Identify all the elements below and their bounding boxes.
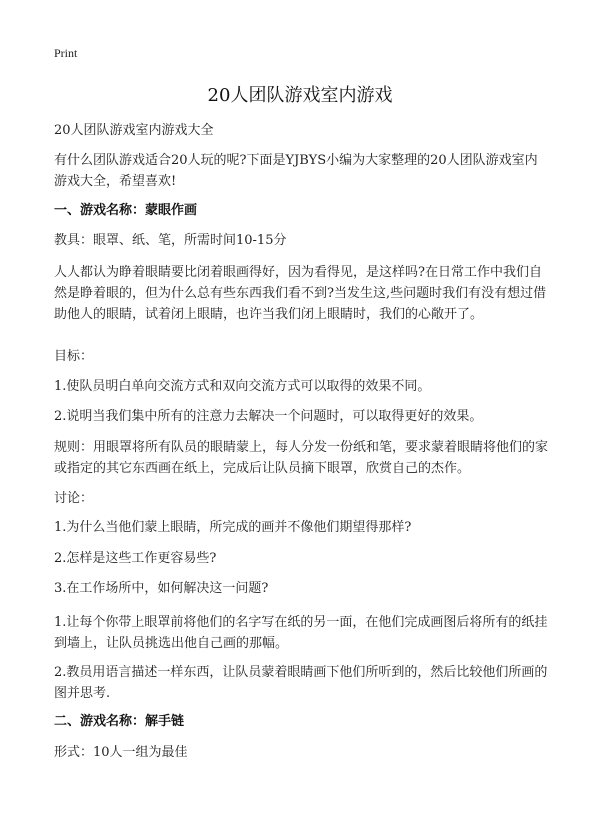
game1-goal-1: 1.使队员明白单向交流方式和双向交流方式可以取得的效果不同。 (54, 379, 431, 394)
subtitle-paragraph: 20人团队游戏室内游戏大全 (54, 123, 214, 138)
game1-variation-2: 2.教员用语言描述一样东西，让队员蒙着眼睛画下他们所听到的，然后比较他们所画的图并思考. (54, 665, 548, 701)
game1-question-1: 1.为什么当他们蒙上眼睛，所完成的画并不像他们期望得那样? (54, 520, 412, 535)
game1-rules: 规则：用眼罩将所有队员的眼睛蒙上，每人分发一份纸和笔，要求蒙着眼睛将他们的家或指定的其它东西画在纸上，完成后让队员摘下眼罩，欣赏自己的杰作。 (54, 440, 549, 476)
game2-format: 形式：10人一组为最佳 (54, 745, 188, 760)
document-title: 20人团队游戏室内游戏 (207, 85, 393, 106)
game1-description: 人人都认为睁着眼睛要比闭着眼画得好，因为看得见，是这样吗?在日常工作中我们自然是睁着眼的，但为什么总有些东西我们看不到?当发生这,些问题时我们有没有想过借助他人的眼睛，试着闭上眼睛，也许当我们闭上眼睛时，我们的心敞开了。 (54, 265, 547, 322)
print-label: Print (54, 46, 78, 60)
game1-goal-2: 2.说明当我们集中所有的注意力去解决一个问题时，可以取得更好的效果。 (54, 409, 483, 424)
game1-question-3: 3.在工作场所中，如何解决这一问题? (54, 581, 269, 596)
game1-variation-1: 1.让每个你带上眼罩前将他们的名字写在纸的另一面，在他们完成画图后将所有的纸挂到墙上，让队员挑选出他自己画的那幅。 (54, 615, 548, 651)
game1-materials: 教具：眼罩、纸、笔，所需时间10-15分 (54, 233, 287, 248)
game1-question-2: 2.怎样是这些工作更容易些? (54, 551, 217, 566)
game1-goals-label: 目标： (54, 349, 94, 364)
game1-discussion-label: 讨论： (54, 491, 94, 506)
game2-heading: 二、游戏名称：解手链 (54, 714, 185, 729)
game1-heading: 一、游戏名称：蒙眼作画 (54, 203, 198, 218)
intro-paragraph: 有什么团队游戏适合20人玩的呢?下面是YJBYS小编为大家整理的20人团队游戏室内游戏大全，希望喜欢! (54, 153, 538, 189)
